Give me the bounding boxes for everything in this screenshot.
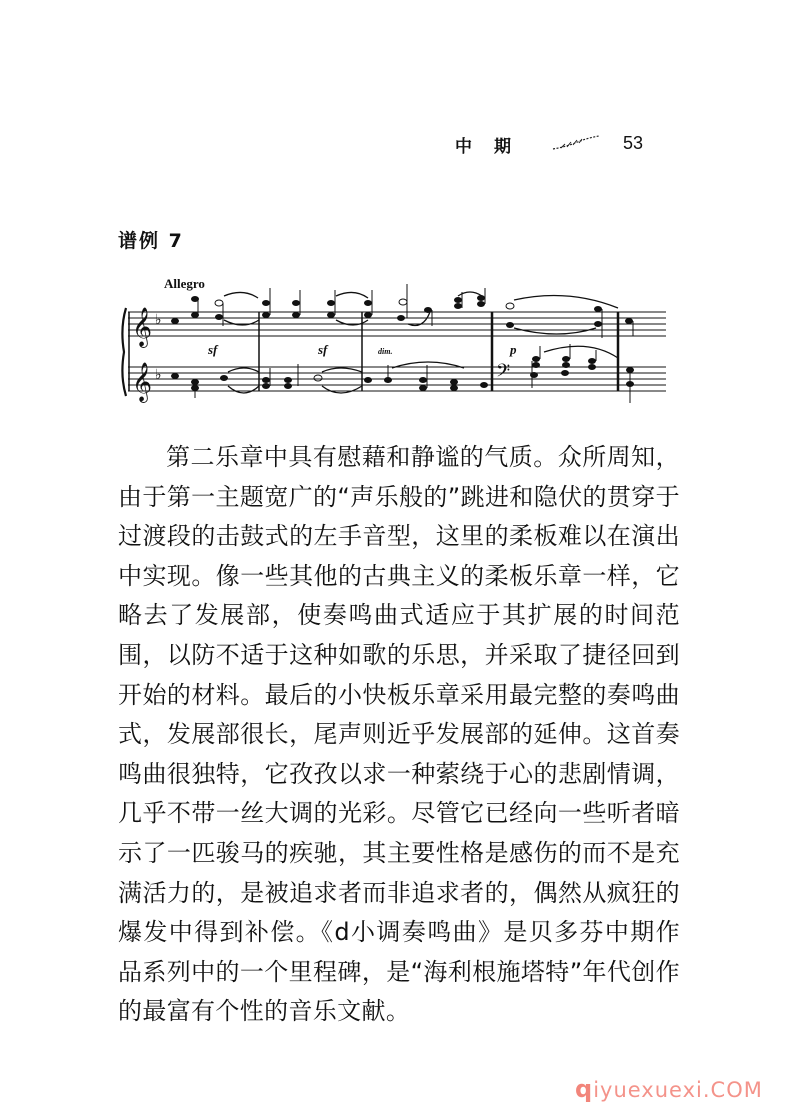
svg-text:♭: ♭: [155, 312, 162, 328]
watermark-logo-letter: q: [575, 1075, 594, 1103]
watermark: [575, 1075, 763, 1103]
tempo-marking: Allegro: [164, 276, 205, 291]
svg-text:dim.: dim.: [378, 347, 393, 356]
running-head-title: 中期: [455, 137, 533, 157]
example-label: 谱例 7: [118, 230, 184, 252]
svg-text:sf: sf: [318, 342, 328, 357]
running-head: [455, 132, 665, 158]
svg-text:sf: sf: [208, 342, 218, 357]
svg-text:𝄞: 𝄞: [132, 362, 153, 402]
svg-text:𝄞: 𝄞: [132, 307, 153, 347]
quill-flourish-icon: [551, 134, 601, 152]
watermark-text: iyuexuexi.COM: [593, 1078, 763, 1102]
page-number: 53: [623, 133, 644, 153]
body-text: [118, 438, 680, 1032]
svg-text:p: p: [510, 342, 517, 357]
music-score-example: [118, 268, 678, 410]
svg-text:𝄢: 𝄢: [496, 361, 511, 386]
body-paragraph: 第二乐章中具有慰藉和静谧的气质。众所周知，由于第一主题宽广的“声乐般的”跳进和隐伏的贯穿于过渡段的击鼓式的左手音型，这里的柔板难以在演出中实现。像一些其他的古典主义的柔板乐章一样，它略去了发展部，使奏鸣曲式适应于其扩展的时间范围，以防不适于这种如歌的乐思，并采取了捷径回到开始的材料。最后的小快板乐章采用最完整的奏鸣曲式，发展部很长，尾声则近乎发展部的延伸。这首奏鸣曲很独特，它孜孜以求一种萦绕于心的悲剧情调，几乎不带一丝大调的光彩。尽管它已经向一些听者暗示了一匹骏马的疾驰，其主要性格是感伤的而不是充满活力的，是被追求者而非追求者的，偶然从疯狂的爆发中得到补偿。《d小调奏鸣曲》是贝多芬中期作品系列中的一个里程碑，是“海利根施塔特”年代创作的最富有个性的音乐文献。: [118, 443, 680, 1026]
score-notation: [118, 268, 678, 410]
svg-text:♭: ♭: [155, 367, 162, 383]
